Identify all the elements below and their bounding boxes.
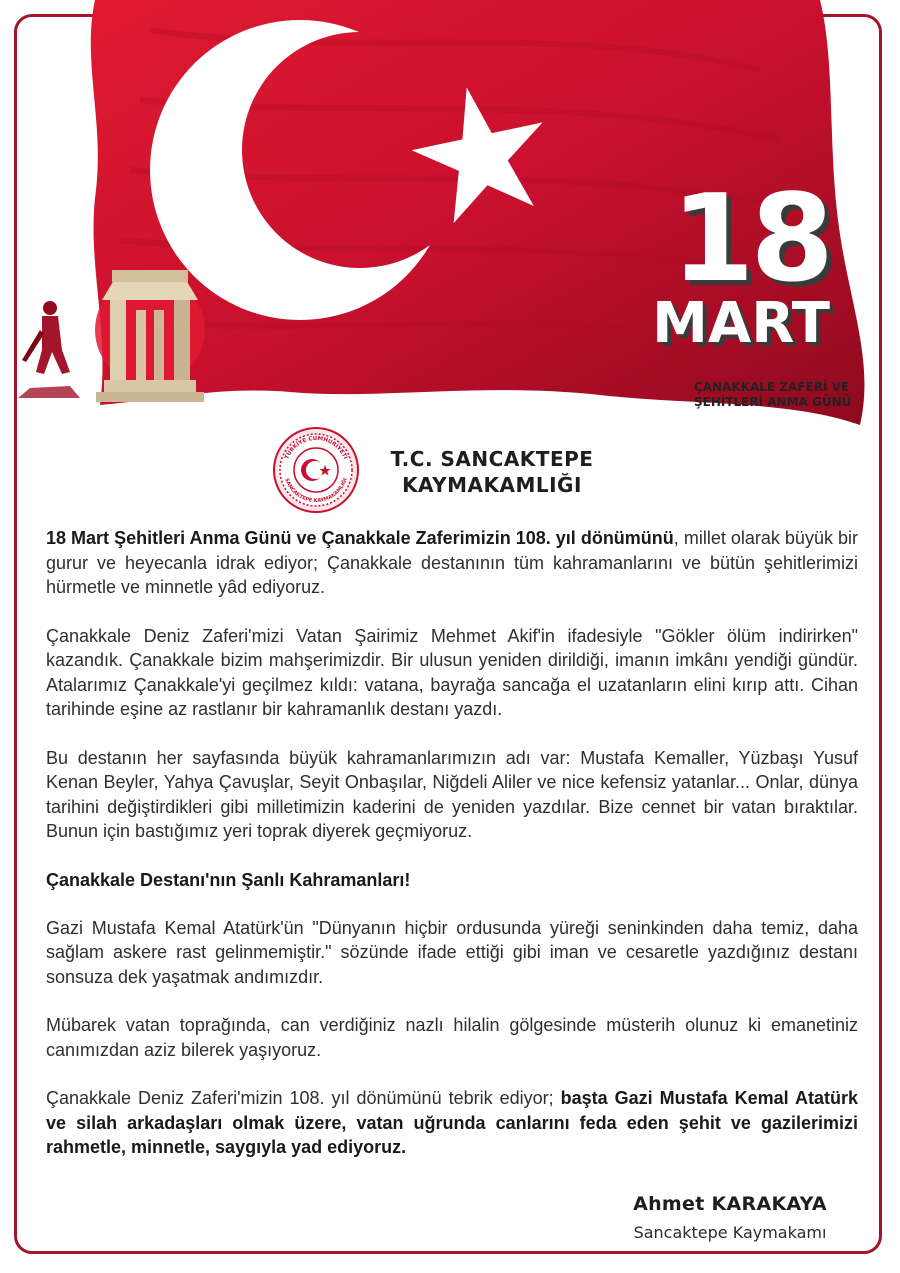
institution-name (372, 446, 612, 498)
institution-name-line2: KAYMAKAMLIĞI (402, 473, 582, 497)
crescent-icon (150, 20, 450, 320)
signature-block (610, 1193, 850, 1242)
paragraph-1-text: , millet olarak büyük bir gurur ve heyecanla idrak ediyor; Çanakkale destanının tüm kahramanlarını ve bütün şehitlerimizi hürmetle ve minnetle yâd ediyoruz. (46, 528, 858, 597)
event-title-line1: ÇANAKKALE ZAFERİ VE (694, 380, 850, 394)
signatory-title: Sancaktepe Kaymakamı (633, 1223, 827, 1242)
paragraph-4: Gazi Mustafa Kemal Atatürk'ün "Dünyanın hiçbir ordusunda yüreği seninkinden daha temiz, daha sağlam askere rast gelinmemiştir." sözünde ifade ettiği gibi iman ve cesaretle yazdığınız destanı sonsuza dek yaşatmak andımızdır. (46, 917, 858, 987)
paragraph-6-text: Çanakkale Deniz Zaferi'mizin 108. yıl dönümünü tebrik ediyor; (46, 1088, 561, 1108)
paragraph-5: Mübarek vatan toprağında, can verdiğiniz nazlı hilalin gölgesinde müsterih olunuz ki emanetiniz canımızdan aziz bilerek yaşıyoruz. (46, 1015, 858, 1060)
paragraph-3: Bu destanın her sayfasında büyük kahramanlarımızın adı var: Mustafa Kemaller, Yüzbaşı Yusuf Kenan Beyler, Yahya Çavuşlar, Seyit Onbaşılar, Niğdeli Aliler ve nice kefensiz yatanlar... Onlar, dünya tarihini değiştirdikleri gibi milletimizin kaderini de yeniden yazdılar. Bize cennet bir vatan bıraktılar. Bunun için bastığımız yeri toprak diyerek geçmiyoruz. (46, 747, 858, 841)
date-display (630, 170, 830, 356)
paragraph-1-bold: 18 Mart Şehitleri Anma Günü ve Çanakkale Zaferimizin 108. yıl dönümünü (46, 528, 674, 548)
svg-text:SANCAKTEPE KAYMAKAMLIĞI: SANCAKTEPE KAYMAKAMLIĞI (283, 477, 349, 505)
soldier-icon (18, 301, 80, 398)
section-heading: Çanakkale Destanı'nın Şanlı Kahramanları! (46, 869, 411, 890)
paragraph-6-bold: başta Gazi Mustafa Kemal Atatürk ve silah arkadaşları olmak üzere, vatan uğrunda canlarını feda eden şehit ve gazilerimizi rahmetle, minnetle, saygıyla yad ediyoruz. (46, 1088, 858, 1157)
event-title-line2: ŞEHİTLERİ ANMA GÜNÜ (694, 395, 852, 409)
svg-text:TÜRKİYE CUMHURİYETİ: TÜRKİYE CUMHURİYETİ (284, 435, 348, 461)
date-month: MART (652, 291, 830, 356)
signatory-name: Ahmet KARAKAYA (633, 1193, 827, 1215)
seal-icon (272, 426, 360, 514)
date-day: 18 (671, 170, 830, 309)
paragraph-1 (46, 526, 858, 600)
institution-name-line1: T.C. SANCAKTEPE (390, 447, 594, 471)
paragraph-6 (46, 1086, 858, 1160)
message-body (46, 526, 858, 1184)
event-title (694, 380, 864, 410)
paragraph-2: Çanakkale Deniz Zaferi'mizi Vatan Şairimiz Mehmet Akif'in ifadesiyle "Gökler ölüm indirirken" kazandık. Çanakkale bizim mahşerimizdir. Bir ulusun yeniden dirildiği, imanın imkânı yendiği gündür. Atalarımız Çanakkale'yi geçilmez kıldı: vatana, bayrağa sancağa el uzatanların elini kırıp attı. Cihan tarihinde eşine az rastlanır bir kahramanlık destanı yazdı. (46, 625, 858, 719)
